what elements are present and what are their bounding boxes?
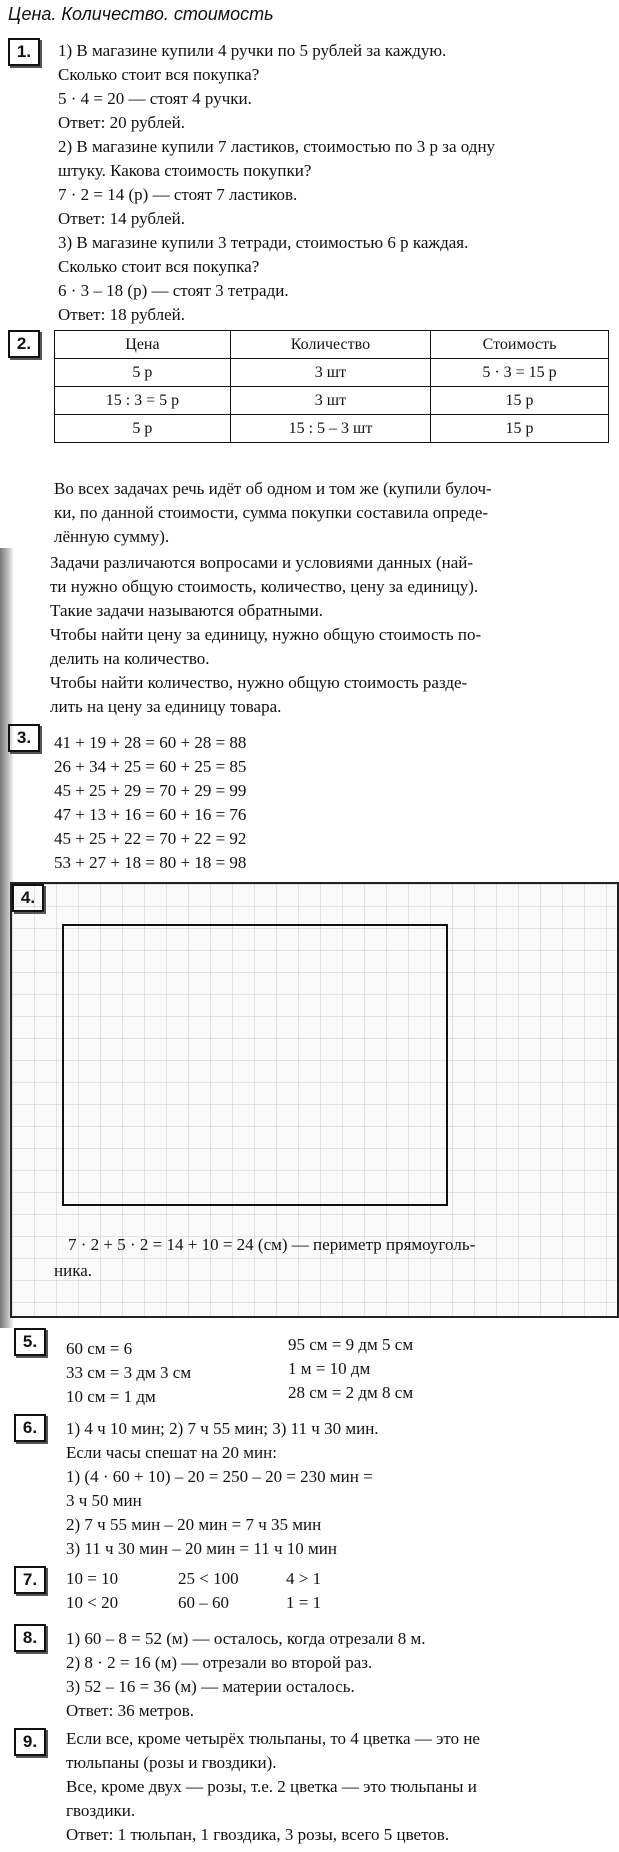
task-1-line: Сколько стоит вся покупка?: [58, 257, 260, 276]
task-2-number: 2.: [8, 330, 40, 358]
table-cell: 15 : 3 = 5 р: [55, 387, 231, 415]
task-3-equation: 26 + 34 + 25 = 60 + 25 = 85: [54, 757, 247, 776]
task-6-line: Если часы спешат на 20 мин:: [66, 1443, 277, 1462]
table-cell: 5 р: [55, 415, 231, 443]
task-3-equation: 47 + 13 + 16 = 60 + 16 = 76: [54, 805, 247, 824]
table-cell: 5 р: [55, 359, 231, 387]
table-row: [55, 387, 609, 415]
task-4-rectangle: [62, 924, 448, 1206]
task-5-left: 10 см = 1 дм: [66, 1387, 156, 1406]
task-9-line: Ответ: 1 тюльпан, 1 гвоздика, 3 розы, всего 5 цветов.: [66, 1825, 450, 1844]
task-3-equation: 45 + 25 + 29 = 70 + 29 = 99: [54, 781, 247, 800]
task-9-line: тюльпаны (розы и гвоздики).: [66, 1753, 277, 1772]
task-1-line: 5 · 4 = 20 — стоят 4 ручки.: [58, 89, 252, 108]
task-6-line: 1) 4 ч 10 мин; 2) 7 ч 55 мин; 3) 11 ч 30 мин.: [66, 1419, 379, 1438]
task-5-right: 95 см = 9 дм 5 см: [288, 1335, 414, 1354]
task-7-comparison: 60 – 60: [178, 1593, 229, 1612]
task-6-line: 3 ч 50 мин: [66, 1491, 142, 1510]
task-2-note: лить на цену за единицу товара.: [50, 697, 282, 716]
task-3-number: 3.: [8, 724, 40, 752]
task-2-note: делить на количество.: [50, 649, 210, 668]
task-6-line: 2) 7 ч 55 мин – 20 мин = 7 ч 35 мин: [66, 1515, 322, 1534]
task-9-line: Все, кроме двух — розы, т.е. 2 цветка — это тюльпаны и: [66, 1777, 477, 1796]
task-1-line: 7 · 2 = 14 (р) — стоят 7 ластиков.: [58, 185, 298, 204]
task-5-right: 1 м = 10 дм: [288, 1359, 371, 1378]
table-cell: 15 р: [431, 387, 609, 415]
task-9-number: 9.: [14, 1728, 46, 1756]
task-8-line: 2) 8 · 2 = 16 (м) — отрезали во второй раз.: [66, 1653, 373, 1672]
task-5-left: 33 см = 3 дм 3 см: [66, 1363, 192, 1382]
task-7-comparison: 4 > 1: [286, 1569, 322, 1588]
task-6-number: 6.: [14, 1414, 46, 1442]
task-1-line: Ответ: 20 рублей.: [58, 113, 185, 132]
table-cell: 3 шт: [230, 359, 430, 387]
task-1-line: Ответ: 14 рублей.: [58, 209, 185, 228]
table-header-cell: Количество: [230, 331, 430, 359]
task-4-line: ника.: [54, 1261, 92, 1280]
table-header-cell: Цена: [55, 331, 231, 359]
task-2-note: Чтобы найти количество, нужно общую стоимость разде-: [50, 673, 468, 692]
task-8-line: 1) 60 – 8 = 52 (м) — осталось, когда отрезали 8 м.: [66, 1629, 426, 1648]
task-1-line: 6 · 3 – 18 (р) — стоят 3 тетради.: [58, 281, 289, 300]
task-8-line: 3) 52 – 16 = 36 (м) — материи осталось.: [66, 1677, 355, 1696]
task-5-left: 60 см = 6: [66, 1339, 133, 1358]
task-8-line: Ответ: 36 метров.: [66, 1701, 195, 1720]
price-quantity-table: [54, 330, 609, 443]
task-4-line: 7 · 2 + 5 · 2 = 14 + 10 = 24 (см) — периметр прямоуголь-: [68, 1235, 476, 1254]
task-2-note: Во всех задачах речь идёт об одном и том же (купили булоч-: [54, 479, 492, 498]
page-title: Цена. Количество. стоимость: [8, 4, 274, 24]
table-row: [55, 415, 609, 443]
table-cell: 15 р: [431, 415, 609, 443]
task-6-line: 3) 11 ч 30 мин – 20 мин = 11 ч 10 мин: [66, 1539, 337, 1558]
task-9-line: гвоздики.: [66, 1801, 136, 1820]
task-4-number: 4.: [12, 884, 44, 912]
task-1-line: 2) В магазине купили 7 ластиков, стоимостью по 3 р за одну: [58, 137, 496, 156]
task-7-comparison: 25 < 100: [178, 1569, 239, 1588]
table-row: [55, 359, 609, 387]
task-1-line: штуку. Какова стоимость покупки?: [58, 161, 312, 180]
task-1-line: 1) В магазине купили 4 ручки по 5 рублей за каждую.: [58, 41, 447, 60]
task-1-line: Сколько стоит вся покупка?: [58, 65, 260, 84]
task-6-line: 1) (4 · 60 + 10) – 20 = 250 – 20 = 230 мин =: [66, 1467, 373, 1486]
task-5-right: 28 см = 2 дм 8 см: [288, 1383, 414, 1402]
task-1-number: 1.: [8, 38, 40, 66]
task-3-equation: 53 + 27 + 18 = 80 + 18 = 98: [54, 853, 247, 872]
task-2-note: Такие задачи называются обратными.: [50, 601, 323, 620]
table-header-cell: Стоимость: [431, 331, 609, 359]
task-7-comparison: 1 = 1: [286, 1593, 322, 1612]
task-1-line: 3) В магазине купили 3 тетради, стоимостью 6 р каждая.: [58, 233, 469, 252]
task-2-note: лённую сумму).: [54, 527, 170, 546]
task-1-line: Ответ: 18 рублей.: [58, 305, 185, 324]
table-header-row: [55, 331, 609, 359]
task-5-number: 5.: [14, 1328, 46, 1356]
task-2-note: ки, по данной стоимости, сумма покупки составила опреде-: [54, 503, 489, 522]
table-cell: 3 шт: [230, 387, 430, 415]
task-3-equation: 45 + 25 + 22 = 70 + 22 = 92: [54, 829, 247, 848]
table-cell: 5 · 3 = 15 р: [431, 359, 609, 387]
task-7-comparison: 10 < 20: [66, 1593, 119, 1612]
task-3-equation: 41 + 19 + 28 = 60 + 28 = 88: [54, 733, 247, 752]
table-cell: 15 : 5 – 3 шт: [230, 415, 430, 443]
task-8-number: 8.: [14, 1624, 46, 1652]
task-7-number: 7.: [14, 1566, 46, 1594]
task-2-note: Задачи различаются вопросами и условиями данных (най-: [50, 553, 474, 572]
task-9-line: Если все, кроме четырёх тюльпаны, то 4 цветка — это не: [66, 1729, 480, 1748]
task-2-note: ти нужно общую стоимость, количество, цену за единицу).: [50, 577, 479, 596]
task-7-comparison: 10 = 10: [66, 1569, 119, 1588]
task-2-note: Чтобы найти цену за единицу, нужно общую стоимость по-: [50, 625, 482, 644]
